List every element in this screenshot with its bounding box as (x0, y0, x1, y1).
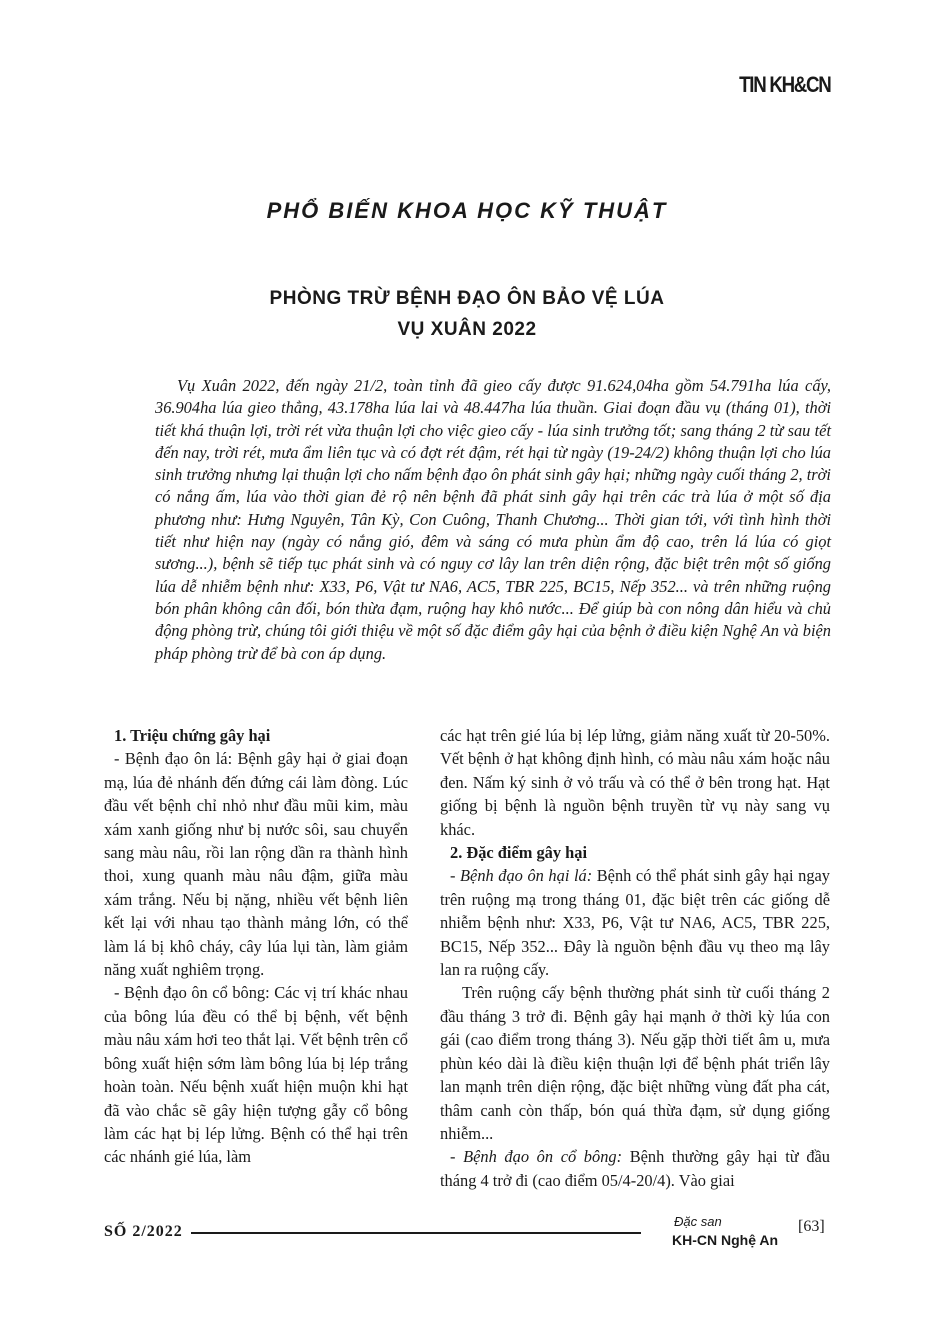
section-heading-symptoms: 1. Triệu chứng gây hại (114, 726, 271, 745)
publication-brand (672, 1213, 778, 1249)
paragraph-neck-damage (440, 1145, 830, 1192)
right-column (440, 724, 830, 1192)
brand-line-2: KH-CN Nghệ An (672, 1232, 779, 1248)
text-leaf-damage: Bệnh có thể phát sinh gây hại ngay trên ruộng mạ trong tháng 01, đặc biệt trên các giống dễ nhiễm bệnh như: X33, P6, Vật tư NA6, AC5, TBR 225, BC15, Nếp 352... Đây là nguồn bệnh đầu vụ theo mạ lây lan ra ruộng cấy. (440, 866, 830, 980)
paragraph-leaf-damage (440, 864, 830, 981)
page-number: [63] (798, 1218, 825, 1235)
text-neck-damage: Bệnh thường gây hại từ đầu tháng 4 trở đi (cao điểm 05/4-20/4). Vào giai (440, 1147, 830, 1190)
article-title-line-2: VỤ XUÂN 2022 (397, 319, 537, 340)
article-abstract: Vụ Xuân 2022, đến ngày 21/2, toàn tỉnh đã gieo cấy được 91.624,04ha gồm 54.791ha lúa cấy, 36.904ha lúa gieo thẳng, 43.178ha lúa lai và 48.447ha lúa thuần. Giai đoạn đầu vụ (tháng 01), thời tiết khá thuận lợi, trời rét vừa thuận lợi cho việc gieo cấy - lúa sinh trưởng tốt; sang tháng 2 từ sau tết đến nay, trời rét, mưa ẩm liên tục và có đợt rét đậm, rét hại từ ngày (19-24/2) không thuận lợi cho lúa sinh trưởng nhưng lại thuận lợi cho nấm bệnh đạo ôn phát sinh gây hại; những ngày cuối tháng 2, trời có nắng ấm, lúa vào thời gian đẻ rộ nên bệnh đã phát sinh gây hại trên các trà lúa ở một số địa phương như: Hưng Nguyên, Tân Kỳ, Con Cuông, Thanh Chương... Thời gian tới, với tình hình thời tiết như hiện nay (ngày có nắng gió, đêm và sáng có mưa phùn ẩm độ cao, trên lá lúa có giọt sương...), bệnh sẽ tiếp tục phát sinh và có nguy cơ lây lan trên diện rộng, đặc biệt trên một số giống lúa dễ nhiễm bệnh như: X33, P6, Vật tư NA6, AC5, TBR 225, BC15, Nếp 352... và trên những ruộng bón phân không cân đối, bón thừa đạm, ruộng hay khô nước... Để giúp bà con nông dân hiểu và chủ động phòng trừ, chúng tôi giới thiệu về một số đặc điểm gây hại của bệnh ở điều kiện Nghệ An và biện pháp phòng trừ để bà con áp dụng. (155, 376, 831, 663)
article-title (0, 283, 934, 345)
paragraph-leaf-blast: - Bệnh đạo ôn lá: Bệnh gây hại ở giai đoạn mạ, lúa đẻ nhánh đến đứng cái làm đòng. Lúc đầu vết bệnh chỉ nhỏ như đầu mũi kim, màu xám xanh giống như bị nước sôi, sau chuyển sang màu nâu, rồi lan rộng dần ra thành hình thoi, xung quanh màu nâu đậm, giữa màu xám trắng. Nếu bị nặng, nhiều vết bệnh liên kết lại với nhau tạo thành mảng lớn, có thể làm lá bị khô cháy, cây lúa lụi tàn, làm giảm năng xuất nghiêm trọng. (104, 749, 408, 980)
lead-neck-damage: - Bệnh đạo ôn cổ bông: (450, 1147, 623, 1167)
footer-divider (191, 1232, 641, 1234)
brand-line-1: Đặc san (674, 1214, 722, 1229)
paragraph-neck-blast: - Bệnh đạo ôn cổ bông: Các vị trí khác nhau của bông lúa đều có thể bị bệnh, vết bệnh màu nâu xám hơi teo thắt lại. Vết bệnh trên cổ bông xuất hiện sớm làm bông lúa bị lép trắng hoàn toàn. Nếu bệnh xuất hiện muộn khi hạt đã vào chắc sẽ gây hiện tượng gẫy cổ bông làm các hạt bị lép lửng. Bệnh có thể hại trên các nhánh gié lúa, làm (104, 983, 408, 1167)
paragraph-field-damage: Trên ruộng cấy bệnh thường phát sinh từ cuối tháng 2 đầu tháng 3 trở đi. Bệnh gây hại mạnh ở thời kỳ lúa con gái (cao điểm trong tháng 3). Nếu gặp thời tiết âm u, mưa phùn kéo dài là điều kiện thuận lợi để bệnh phát triển lây lan mạnh trên diện rộng, đặc biệt những vùng đất pha cát, thâm canh còn thấp, bón quá thừa đạm, sử dụng giống nhiễm... (440, 983, 830, 1143)
section-heading-damage: 2. Đặc điểm gây hại (450, 843, 588, 863)
left-column (104, 724, 408, 1169)
issue-number: SỐ 2/2022 (104, 1223, 183, 1240)
section-tag: TIN KH&CN (738, 72, 830, 97)
article-title-line-1: PHÒNG TRỪ BỆNH ĐẠO ÔN BẢO VỆ LÚA (269, 288, 665, 309)
lead-leaf-damage: - Bệnh đạo ôn hại lá: (450, 866, 593, 886)
paragraph-neck-blast-continued: các hạt trên gié lúa bị lép lửng, giảm năng xuất từ 20-50%. Vết bệnh ở hạt không định hình, có màu nâu xám hoặc nâu đen. Nấm ký sinh ở vỏ trấu và có thể ở bên trong hạt. Hạt giống bị bệnh là nguồn bệnh truyền từ vụ này sang vụ khác. (440, 726, 830, 839)
rubric-heading: PHỔ BIẾN KHOA HỌC KỸ THUẬT (266, 198, 668, 223)
